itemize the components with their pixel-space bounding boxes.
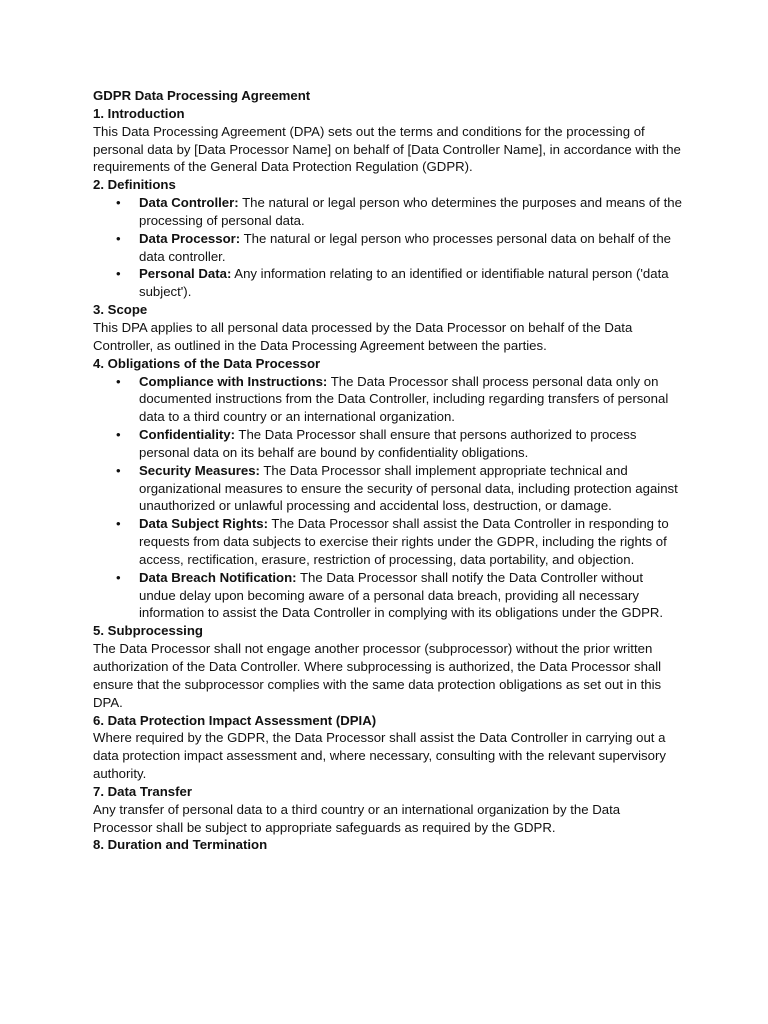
definition-term: Personal Data: [139, 266, 232, 282]
obligations-list [93, 373, 683, 623]
obligation-term: Confidentiality: [139, 427, 235, 443]
section-heading-duration-termination: 8. Duration and Termination [93, 837, 268, 853]
definition-text: The natural or legal person who determines the purposes and means of the processing of personal data. [139, 195, 682, 228]
list-item [93, 462, 683, 516]
definition-term: Data Processor: [139, 230, 241, 246]
section-heading-dpia: 6. Data Protection Impact Assessment (DPIA) [93, 712, 377, 728]
obligation-text: The Data Processor shall assist the Data Controller in responding to requests from data subjects to exercise their rights under the GDPR, including the rights of access, rectification, erasure, restriction of processing, data portability, and objection. [139, 516, 669, 567]
bullet-icon: • [116, 195, 121, 211]
obligation-text: The Data Processor shall ensure that persons authorized to process personal data on its behalf are bound by confidentiality obligations. [139, 427, 637, 460]
section-heading-introduction: 1. Introduction [93, 105, 185, 121]
list-item [93, 194, 683, 230]
bullet-icon: • [116, 462, 121, 478]
definition-text: Any information relating to an identified or identifiable natural person ('data subject'). [139, 266, 669, 300]
list-item [93, 569, 683, 623]
list-item [93, 426, 683, 462]
obligation-term: Data Breach Notification: [139, 569, 297, 585]
section-text-data-transfer: Any transfer of personal data to a third country or an international organization by the Data Processor shall be subject to appropriate safeguards as required by the GDPR. [93, 801, 621, 835]
obligation-term: Data Subject Rights: [139, 516, 268, 532]
bullet-icon: • [116, 373, 121, 389]
obligation-text: The Data Processor shall process personal data only on documented instructions from the Data Controller, including regarding transfers of personal data to a third country or an international organization. [139, 373, 669, 425]
section-text-dpia: Where required by the GDPR, the Data Processor shall assist the Data Controller in carrying out a data protection impact assessment and, where necessary, consulting with the relevant supervisory authority. [93, 730, 666, 782]
obligation-term: Security Measures: [139, 462, 260, 478]
section-text-scope: This DPA applies to all personal data processed by the Data Processor on behalf of the Data Controller, as outlined in the Data Processing Agreement between the parties. [93, 319, 633, 353]
bullet-icon: • [116, 230, 121, 246]
section-text-subprocessing: The Data Processor shall not engage another processor (subprocessor) without the prior written authorization of the Data Controller. Where subprocessing is authorized, the Data Processor shall ensure that the subprocessor complies with the same data protection obligations as set out in this DPA. [93, 641, 662, 710]
bullet-icon: • [116, 266, 121, 282]
document-page [93, 87, 683, 854]
list-item [93, 265, 683, 301]
bullet-icon: • [116, 516, 121, 532]
obligation-text: The Data Processor shall notify the Data Controller without undue delay upon becoming aware of a personal data breach, providing all necessary information to assist the Data Controller in complying with its obligations under the GDPR. [139, 569, 664, 621]
section-heading-subprocessing: 5. Subprocessing [93, 623, 203, 639]
list-item [93, 373, 683, 427]
bullet-icon: • [116, 569, 121, 585]
section-heading-definitions: 2. Definitions [93, 177, 176, 193]
obligation-text: The Data Processor shall implement appropriate technical and organizational measures to ensure the security of personal data, including protection against unauthorized or unlawful processing and accidental loss, destruction, or damage. [139, 462, 678, 514]
list-item [93, 515, 683, 569]
list-item [93, 230, 683, 266]
bullet-icon: • [116, 427, 121, 443]
section-text-introduction: This Data Processing Agreement (DPA) sets out the terms and conditions for the processing of personal data by [Data Processor Name] on behalf of [Data Controller Name], in accordance with the requirements of the General Data Protection Regulation (GDPR). [93, 123, 681, 175]
section-heading-scope: 3. Scope [93, 302, 148, 318]
obligation-term: Compliance with Instructions: [139, 373, 328, 389]
definitions-list [93, 194, 683, 301]
section-heading-data-transfer: 7. Data Transfer [93, 783, 192, 799]
document-title: GDPR Data Processing Agreement [93, 88, 311, 103]
definition-text: The natural or legal person who processes personal data on behalf of the data controller. [139, 230, 671, 264]
definition-term: Data Controller: [139, 195, 239, 211]
section-heading-obligations: 4. Obligations of the Data Processor [93, 355, 321, 371]
